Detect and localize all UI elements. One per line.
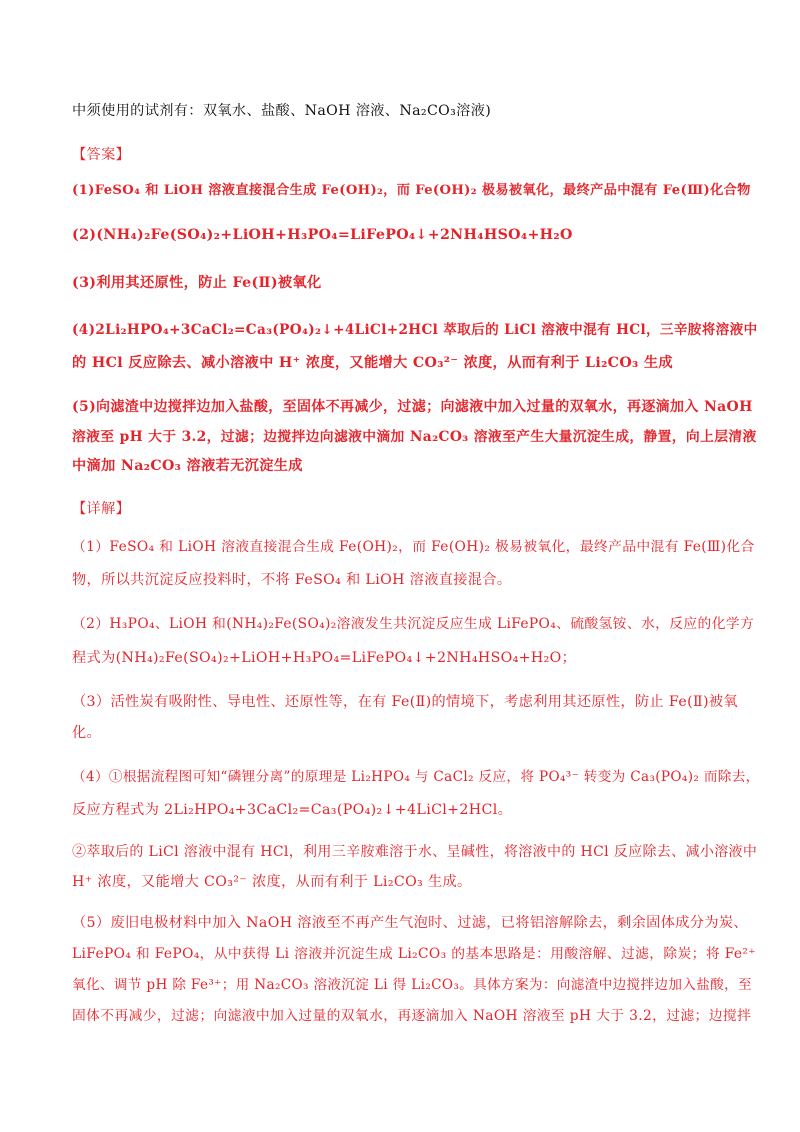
detail-line-5c: 氧化、调节 pH 除 Fe³⁺；用 Na₂CO₃ 溶液沉淀 Li 得 Li₂CO₃。具体方案为：向滤渣中边搅拌边加入盐酸，至 [72, 977, 753, 993]
detail-line-4b: 反应方程式为 2Li₂HPO₄+3CaCl₂=Ca₃(PO₄)₂↓+4LiCl+2HCl。 [72, 802, 513, 818]
detail-line-2a: （2）H₃PO₄、LiOH 和(NH₄)₂Fe(SO₄)₂溶液发生共沉淀反应生成 LiFePO₄、硫酸氢铵、水，反应的化学方 [72, 616, 755, 632]
detail-line-4d: H⁺ 浓度，又能增大 CO₃²⁻ 浓度，从而有利于 Li₂CO₃ 生成。 [72, 874, 472, 890]
text-line-intro: 中须使用的试剂有：双氧水、盐酸、NaOH 溶液、Na₂CO₃溶液) [72, 103, 492, 119]
answer-line-1: (1)FeSO₄ 和 LiOH 溶液直接混合生成 Fe(OH)₂，而 Fe(OH)₂ 极易被氧化，最终产品中混有 Fe(Ⅲ)化合物 [72, 183, 751, 198]
detail-line-1b: 物，所以共沉淀反应投料时，不将 FeSO₄ 和 LiOH 溶液直接混合。 [72, 572, 512, 588]
answer-line-2: (2)(NH₄)₂Fe(SO₄)₂+LiOH+H₃PO₄=LiFePO₄↓+2NH₄HSO₄+H₂O [72, 227, 573, 243]
answer-heading: 【答案】 [72, 147, 131, 163]
detail-line-3a: （3）活性炭有吸附性、导电性、还原性等，在有 Fe(Ⅱ)的情境下，考虑利用其还原性，防止 Fe(Ⅱ)被氧 [72, 694, 738, 710]
detail-line-3b: 化。 [72, 725, 102, 741]
answer-line-4b: 的 HCl 反应除去、减小溶液中 H⁺ 浓度，又能增大 CO₃²⁻ 浓度，从而有利于 Li₂CO₃ 生成 [72, 355, 673, 371]
detail-line-5d: 固体不再减少，过滤；向滤液中加入过量的双氧水，再逐滴加入 NaOH 溶液至 pH 大于 3.2，过滤；边搅拌 [72, 1008, 752, 1024]
detail-line-4c: ②萃取后的 LiCl 溶液中混有 HCl，利用三辛胺难溶于水、呈碱性，将溶液中的 HCl 反应除去、减小溶液中 [72, 844, 758, 860]
answer-line-5a: (5)向滤渣中边搅拌边加入盐酸，至固体不再减少，过滤；向滤液中加入过量的双氧水，再逐滴加入 NaOH [72, 399, 753, 415]
detail-line-5a: （5）废旧电极材料中加入 NaOH 溶液至不再产生气泡时、过滤，已将铝溶解除去，剩余固体成分为炭、 [72, 915, 748, 931]
answer-line-4a: (4)2Li₂HPO₄+3CaCl₂=Ca₃(PO₄)₂↓+4LiCl+2HCl 萃取后的 LiCl 溶液中混有 HCl，三辛胺将溶液中 [72, 322, 758, 338]
detail-line-1a: （1）FeSO₄ 和 LiOH 溶液直接混合生成 Fe(OH)₂，而 Fe(OH)₂ 极易被氧化，最终产品中混有 Fe(Ⅲ)化合 [72, 539, 755, 555]
detail-line-4a: （4）①根据流程图可知“磷锂分离”的原理是 Li₂HPO₄ 与 CaCl₂ 反应，将 PO₄³⁻ 转变为 Ca₃(PO₄)₂ 而除去， [72, 769, 760, 785]
detail-heading: 【详解】 [72, 501, 131, 517]
answer-line-5b: 溶液至 pH 大于 3.2，过滤；边搅拌边向滤液中滴加 Na₂CO₃ 溶液至产生大量沉淀生成，静置，向上层清液 [72, 429, 757, 445]
detail-line-5b: LiFePO₄ 和 FePO₄，从中获得 Li 溶液并沉淀生成 Li₂CO₃ 的基本思路是：用酸溶解、过滤，除炭；将 Fe²⁺ [72, 946, 756, 962]
detail-line-2b: 程式为(NH₄)₂Fe(SO₄)₂+LiOH+H₃PO₄=LiFePO₄↓+2NH₄HSO₄+H₂O； [72, 650, 577, 666]
answer-line-5c: 中滴加 Na₂CO₃ 溶液若无沉淀生成 [72, 458, 303, 474]
answer-line-3: (3)利用其还原性，防止 Fe(Ⅱ)被氧化 [72, 275, 322, 291]
